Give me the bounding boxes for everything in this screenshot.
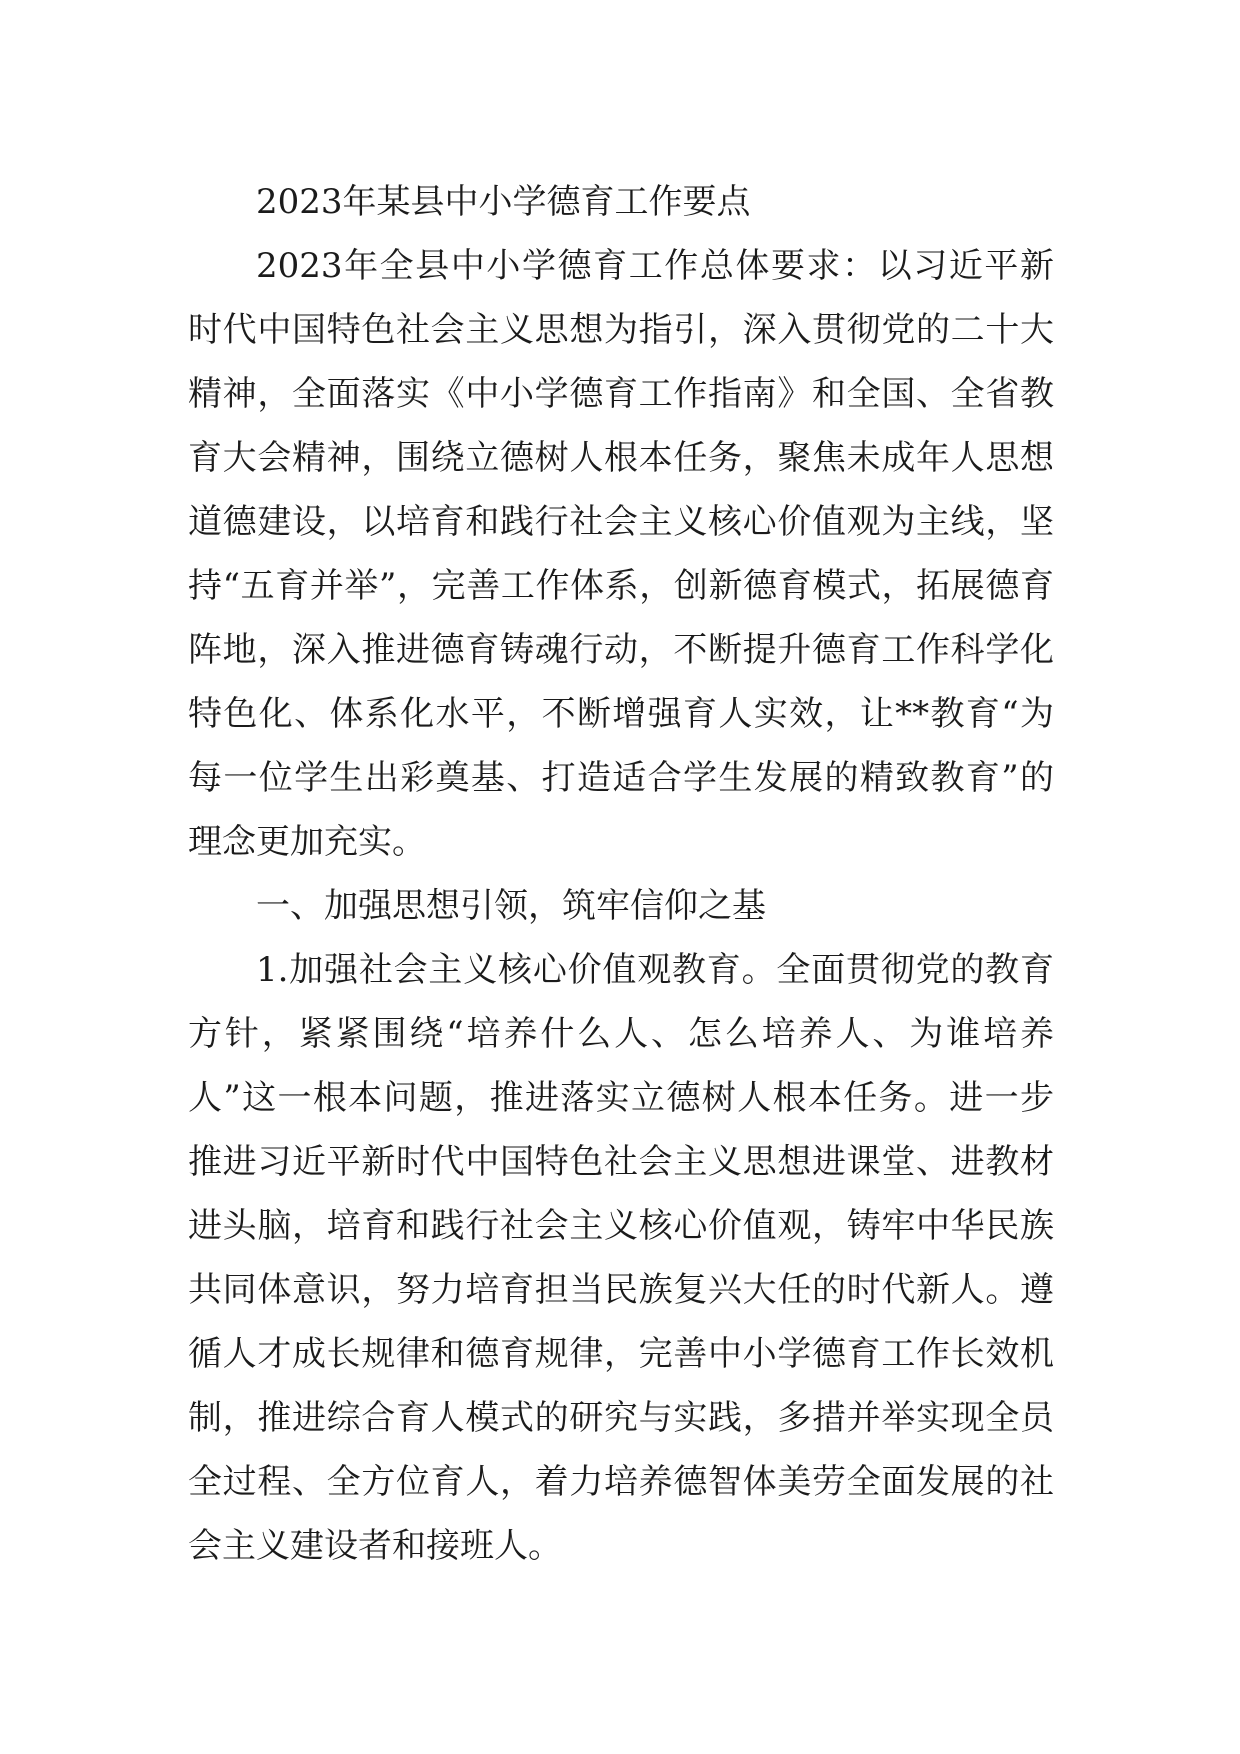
section-heading: 一、加强思想引领，筑牢信仰之基 [256,886,766,926]
document-title: 2023年某县中小学德育工作要点 [256,182,751,222]
intro-paragraph: 2023年全县中小学德育工作总体要求：以习近平新时代中国特色社会主义思想为指引，深入贯彻党的二十大精神，全面落实《中小学德育工作指南》和全国、全省教育大会精神，围绕立德树人根本任务，聚焦未成年人思想道德建设，以培育和践行社会主义核心价值观为主线，坚持“五育并举”，完善工作体系，创新德育模式，拓展德育阵地，深入推进德育铸魂行动，不断提升德育工作科学化特色化、体系化水平，不断增强育人实效，让**教育“为每一位学生出彩奠基、打造适合学生发展的精致教育”的理念更加充实。 [188,246,1054,862]
document-body [188,170,1054,1578]
section-item-paragraph: 1.加强社会主义核心价值观教育。全面贯彻党的教育方针，紧紧围绕“培养什么人、怎么培养人、为谁培养人”这一根本问题，推进落实立德树人根本任务。进一步推进习近平新时代中国特色社会主义思想进课堂、进教材进头脑，培育和践行社会主义核心价值观，铸牢中华民族共同体意识，努力培育担当民族复兴大任的时代新人。遵循人才成长规律和德育规律，完善中小学德育工作长效机制，推进综合育人模式的研究与实践，多措并举实现全员全过程、全方位育人，着力培养德智体美劳全面发展的社会主义建设者和接班人。 [188,950,1054,1566]
